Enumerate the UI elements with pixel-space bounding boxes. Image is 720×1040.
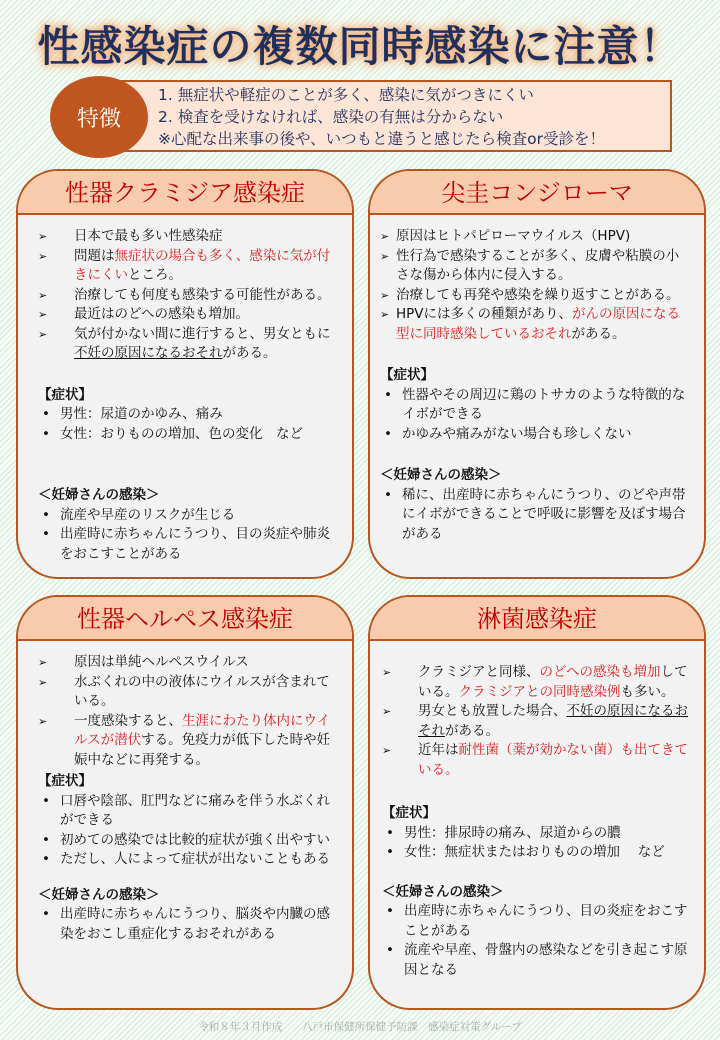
key-points [380, 227, 688, 344]
text-segment: 問題は [74, 247, 115, 264]
pregnancy-list [382, 902, 688, 980]
key-point-item [38, 653, 336, 673]
bullet-item: • 出産時に赤ちゃんにうつり、目の炎症をおこすことがある [382, 902, 688, 941]
bullet-item: • 出産時に赤ちゃんにうつり、脳炎や内臓の感染をおこし重症化するおそれがある [38, 905, 336, 944]
underlined-text: 不妊の原因になるおそれ [74, 345, 223, 361]
bullet-item: • 流産や早産、骨盤内の感染などを引き起こす原因となる [382, 941, 688, 980]
bullet-item: • 口唇や陰部、肛門などに痛みを伴う水ぶくれができる [38, 792, 336, 831]
text-segment: 治療しても再発や感染を繰り返すことがある。 [396, 286, 680, 303]
key-point-item [382, 663, 688, 702]
text-segment: 性行為で感染することが多く、皮膚や粘膜の小さな傷から体内に侵入する。 [396, 247, 680, 283]
text-segment: 水ぶくれの中の液体にウイルスが含まれている。 [74, 673, 330, 709]
symptoms-heading: 【症状】 [380, 367, 434, 383]
highlight-text: 耐性菌（薬が効かない菌）も出てきている。 [418, 742, 688, 778]
bullet-item: • 男性：尿道のかゆみ、痛み [38, 405, 336, 425]
highlight-text: 無症状の場合も多く、感染に気が付きにくい [74, 247, 331, 283]
text-segment: している。 [418, 664, 688, 700]
underlined-text: 不妊の原因になるおそれ [418, 703, 688, 739]
footer-credit: 令和８年３月作成 八戸市保健所保健予防課 感染症対策グループ [198, 1021, 522, 1033]
key-point-item [38, 673, 336, 712]
bullet-item: • 女性：おりものの増加、色の変化 など [38, 425, 336, 445]
bullet-item: • 流産や早産のリスクが生じる [38, 506, 336, 526]
text-segment: HPVには多くの種類があり、 [396, 306, 573, 322]
highlight-text: がんの原因になる型に同時感染しているおそれ [396, 306, 681, 342]
card-gonorrhea [368, 595, 706, 1010]
card-title: 性器クラミジア感染症 [18, 171, 352, 215]
bullet-item: • 男性：排尿時の痛み、尿道からの膿 [382, 824, 688, 844]
text-segment: 男女とも放置した場合、 [418, 703, 567, 719]
feature-line: 1. 無症状や軽症のことが多く、感染に気がつきにくい [158, 86, 534, 104]
pregnancy-list [38, 506, 336, 565]
text-segment: 治療しても何度も感染する可能性がある。 [74, 286, 331, 303]
text-segment: 気が付かない間に進行すると、男女ともに [74, 325, 331, 342]
key-point-item [380, 286, 688, 306]
text-segment: ところ。 [128, 267, 182, 283]
symptoms-list [38, 405, 336, 444]
text-segment: も多い。 [620, 683, 675, 700]
feature-line: ※心配な出来事の後や、いつもと違うと感じたら検査or受診を！ [158, 130, 606, 148]
pregnancy-list [38, 905, 336, 944]
card-title: 性器ヘルペス感染症 [18, 597, 352, 641]
key-point-item [380, 305, 688, 344]
text-segment: 近年は [418, 742, 459, 758]
text-segment: 最近はのどへの感染も増加。 [74, 306, 249, 322]
text-segment: 原因は単純ヘルペスウイルス [74, 654, 249, 670]
card-title: 淋菌感染症 [370, 597, 704, 641]
bullet-item: • 性器やその周辺に鶏のトサカのような特徴的なイボができる [380, 386, 688, 425]
bullet-item: • かゆみや痛みがない場合も珍しくない [380, 425, 688, 445]
pregnancy-heading: ＜妊婦さんの感染＞ [38, 487, 160, 503]
highlight-text: のどへの感染も増加 [539, 664, 661, 680]
pregnancy-heading: ＜妊婦さんの感染＞ [38, 886, 160, 903]
key-points [38, 227, 336, 364]
bullet-item: • ただし、人によって症状が出ないこともある [38, 850, 336, 870]
key-points [382, 663, 688, 780]
card-herpes [16, 595, 354, 1010]
pregnancy-list [380, 486, 688, 545]
features-box [120, 80, 672, 152]
text-segment: 日本で最も多い性感染症 [74, 228, 223, 244]
key-point-item [38, 325, 336, 364]
symptoms-list [380, 386, 688, 445]
key-point-item [380, 227, 688, 247]
key-point-item [38, 247, 336, 286]
page-title: 性感染症の複数同時感染に注意！ [37, 22, 683, 71]
bullet-item: • 稀に、出産時に赤ちゃんにうつり、のどや声帯にイボができることで呼吸に影響を及ぼす場合がある [380, 486, 688, 545]
symptoms-heading: 【症状】 [38, 773, 92, 789]
text-segment: 原因はヒトパピローマウイルス（HPV) [396, 228, 631, 244]
key-point-item [38, 712, 336, 771]
symptoms-heading: 【症状】 [38, 386, 92, 403]
pregnancy-heading: ＜妊婦さんの感染＞ [382, 883, 504, 900]
card-condyloma [368, 169, 706, 579]
highlight-text: 生涯にわたり体内にウイルスが潜伏 [74, 712, 331, 748]
card-title: 尖圭コンジローマ [370, 171, 704, 215]
key-points [38, 653, 336, 770]
key-point-item [380, 247, 688, 286]
bullet-item: • 女性：無症状またはおりものの増加 など [382, 843, 688, 863]
features-badge: 特徴 [50, 76, 148, 158]
pregnancy-heading: ＜妊婦さんの感染＞ [380, 467, 502, 483]
bullet-item: • 出産時に赤ちゃんにうつり、目の炎症や肺炎をおこすことがある [38, 525, 336, 564]
highlight-text: クラミジアとの同時感染例 [458, 683, 621, 700]
key-point-item [38, 227, 336, 247]
text-segment: がある。 [571, 325, 626, 342]
text-segment: クラミジアと同様、 [418, 664, 540, 680]
key-point-item [382, 741, 688, 780]
key-point-item [38, 286, 336, 306]
key-point-item [38, 305, 336, 325]
card-chlamydia [16, 169, 354, 579]
text-segment: がある。 [445, 722, 499, 739]
bullet-item: • 初めての感染では比較的症状が強く出やすい [38, 831, 336, 851]
symptoms-heading: 【症状】 [382, 805, 436, 821]
key-point-item [382, 702, 688, 741]
text-segment: がある。 [222, 345, 277, 361]
symptoms-list [382, 824, 688, 863]
symptoms-list [38, 792, 336, 870]
feature-line: 2. 検査を受けなければ、感染の有無は分からない [158, 108, 504, 126]
text-segment: 一度感染すると、 [74, 712, 182, 729]
text-segment: する。免疫力が低下した時や妊娠中などに再発する。 [74, 732, 331, 768]
